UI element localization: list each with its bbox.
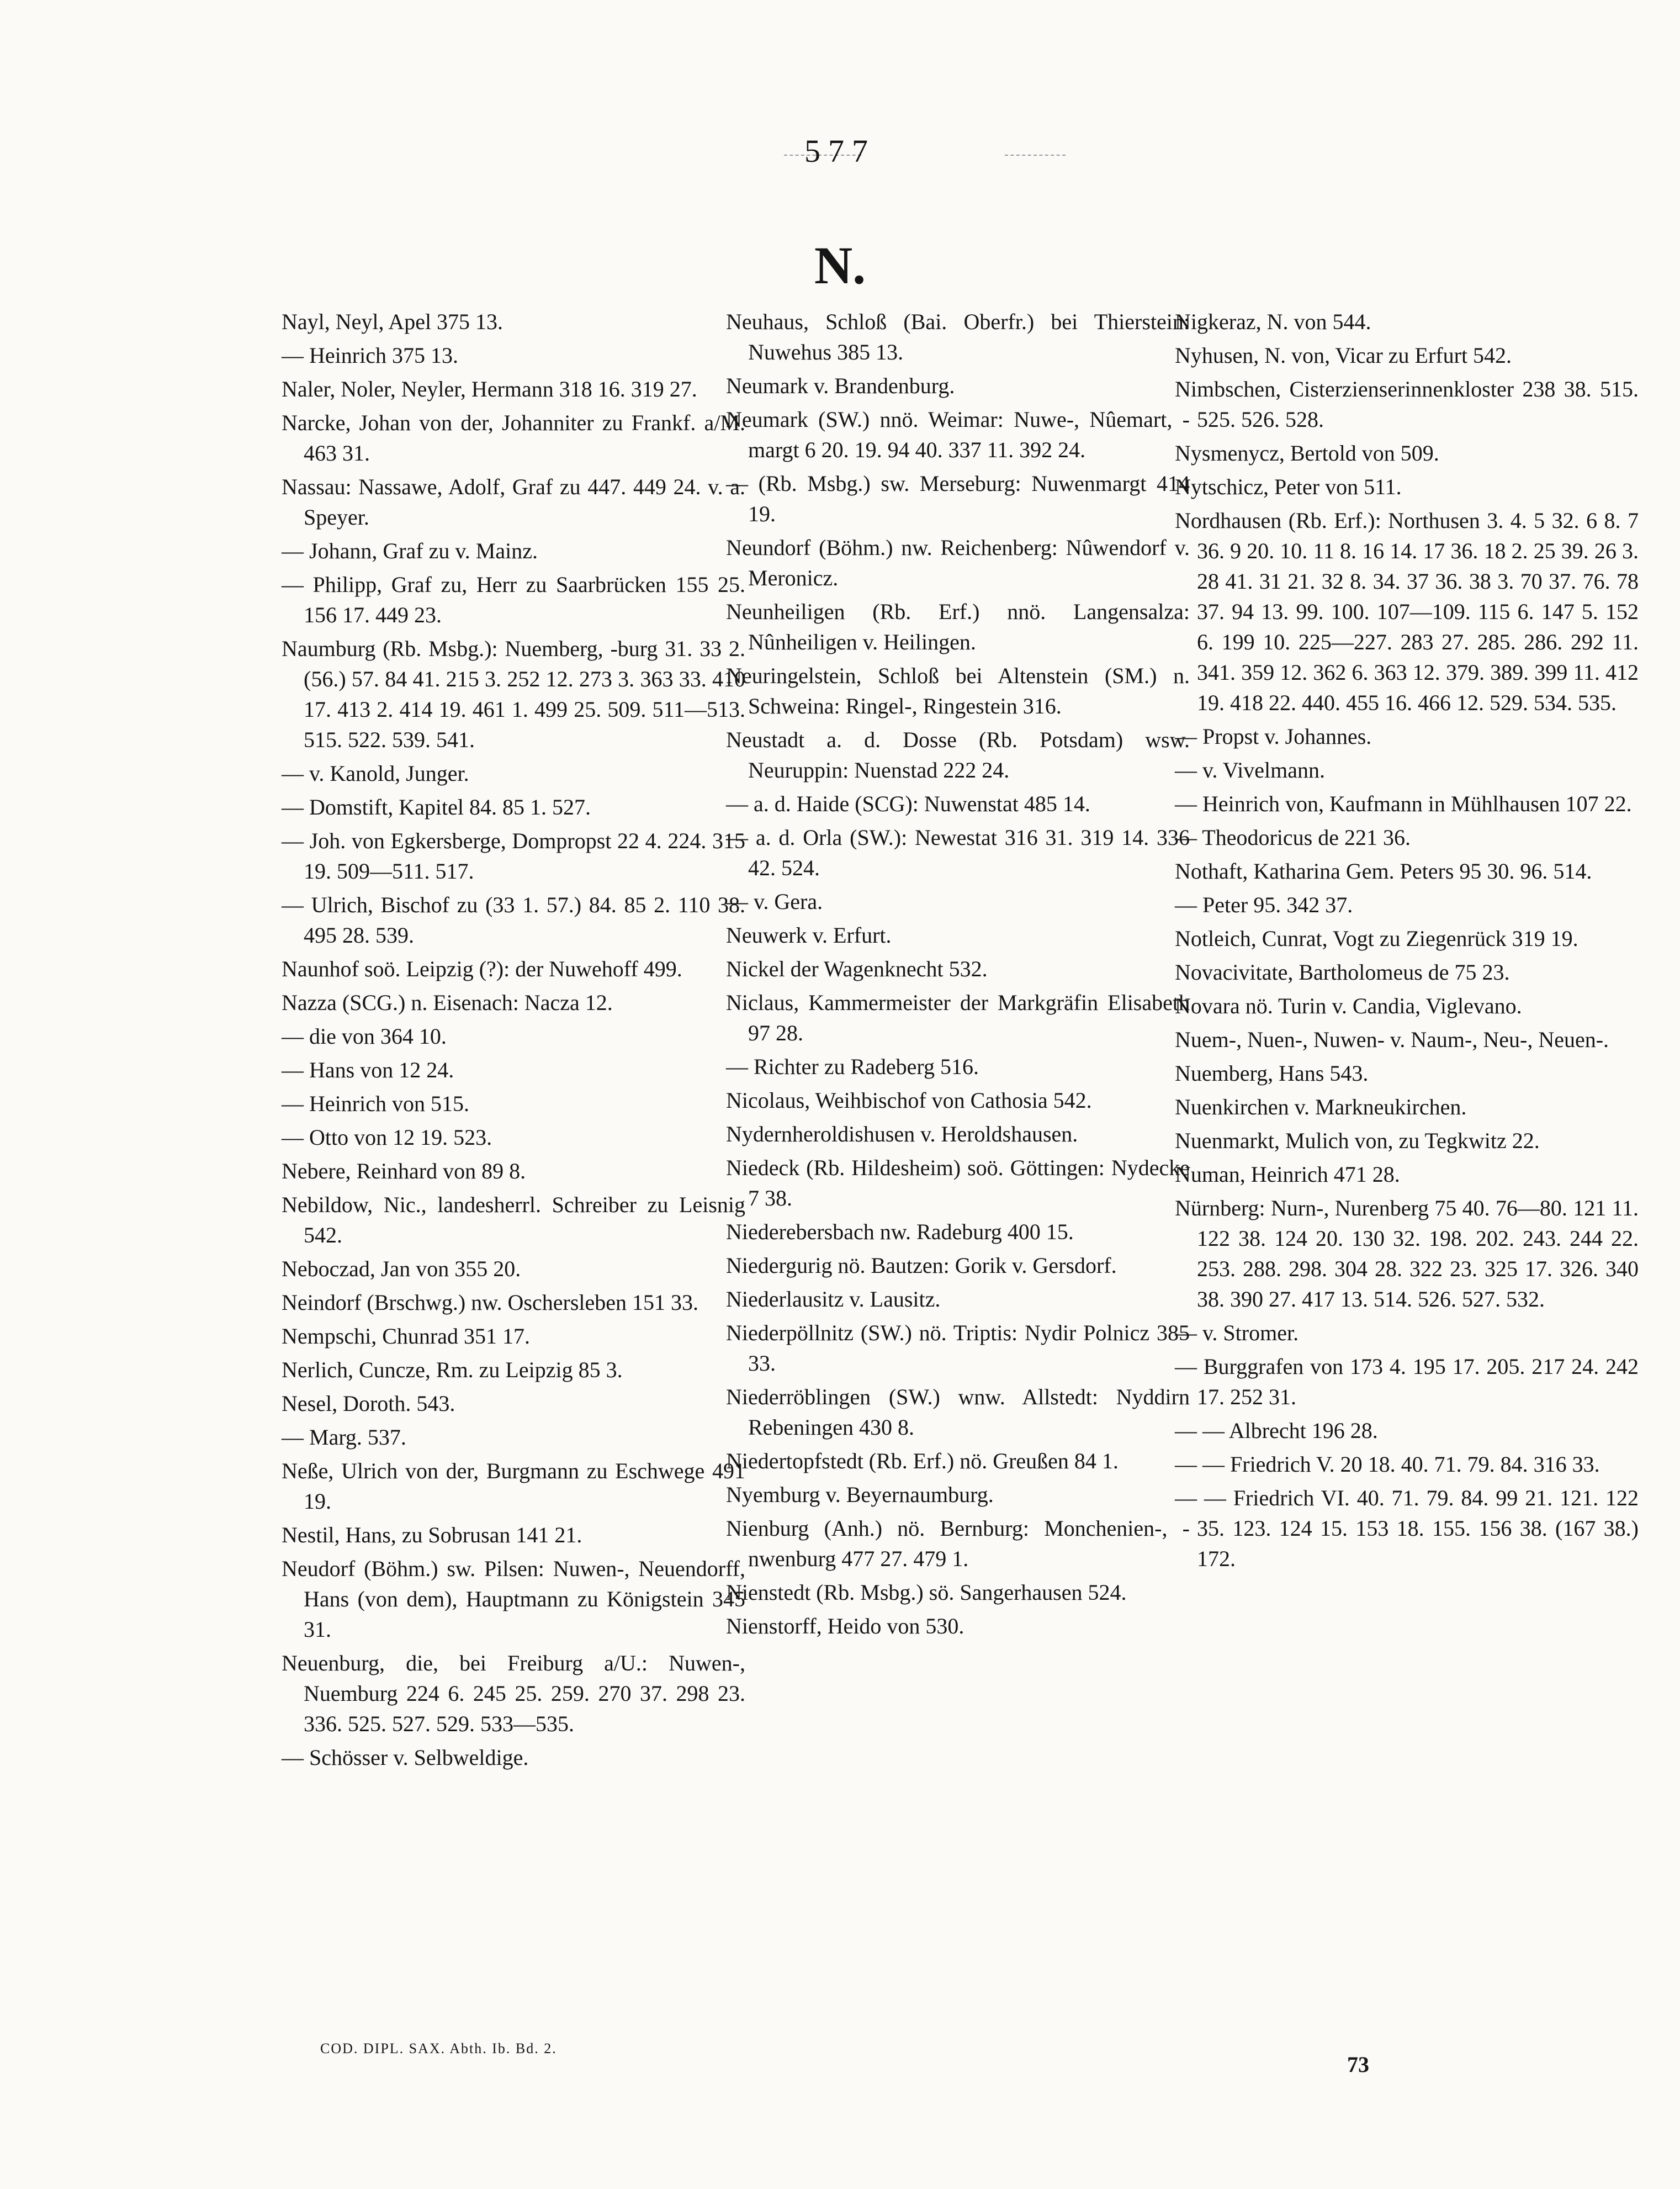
index-entry: — v. Stromer. xyxy=(1175,1320,1299,1345)
index-entry: Nothaft, Katharina Gem. Peters 95 30. 96. 514. xyxy=(1175,859,1592,884)
index-entry: Niederlausitz v. Lausitz. xyxy=(726,1287,941,1312)
index-entry: Neunheiligen (Rb. Erf.) nnö. Langensalza: Nûnheiligen v. Heilingen. xyxy=(726,599,1190,654)
index-entry: — Propst v. Johannes. xyxy=(1175,724,1372,749)
index-entry: Narcke, Johan von der, Johanniter zu Frankf. a/M. 463 31. xyxy=(282,410,745,466)
index-entry: — v. Kanold, Junger. xyxy=(282,761,469,786)
index-entry: Notleich, Cunrat, Vogt zu Ziegenrück 319 19. xyxy=(1175,926,1578,951)
index-entry: — (Rb. Msbg.) sw. Merseburg: Nuwenmargt 414 19. xyxy=(726,471,1190,526)
index-entry: Niedertopfstedt (Rb. Erf.) nö. Greußen 84 1. xyxy=(726,1448,1119,1473)
index-entry: Nytschicz, Peter von 511. xyxy=(1175,474,1402,499)
index-entry: Nürnberg: Nurn-, Nurenberg 75 40. 76—80. 121 11. 122 38. 124 20. 130 32. 198. 202. 243. 244 22. 253. 288. 298. 304 28. 322 23. 325 17. 326. 340 38. 390 27. 417 13. 514. 526. 527. 532. xyxy=(1175,1196,1639,1312)
index-entry: Nesel, Doroth. 543. xyxy=(282,1391,455,1416)
index-entry: — Marg. 537. xyxy=(282,1425,406,1450)
index-entry: — Peter 95. 342 37. xyxy=(1175,892,1353,917)
index-entry: Niederpöllnitz (SW.) nö. Triptis: Nydir Polnicz 385 33. xyxy=(726,1320,1190,1376)
index-entry: Nordhausen (Rb. Erf.): Northusen 3. 4. 5 32. 6 8. 7 36. 9 20. 10. 11 8. 16 14. 17 36. 18 2. 25 39. 26 3. 28 41. 31 21. 32 8. 34. 37 36. 38 3. 70 37. 76. 78 37. 94 13. 99. 100. 107—109. 115 6. 147 5. 152 6. 199 10. 225—227. 283 27. 285. 286. 292 11. 341. 359 12. 362 6. 363 12. 379. 389. 399 11. 412 19. 418 22. 440. 455 16. 466 12. 529. 534. 535. xyxy=(1175,508,1639,715)
index-entry: — Richter zu Radeberg 516. xyxy=(726,1054,979,1079)
footer-citation: COD. DIPL. SAX. Abth. Ib. Bd. 2. xyxy=(320,2040,557,2056)
index-entry: — Theodoricus de 221 36. xyxy=(1175,825,1411,850)
index-entry: Nuenkirchen v. Markneukirchen. xyxy=(1175,1094,1467,1119)
index-entry: Niedergurig nö. Bautzen: Gorik v. Gersdorf. xyxy=(726,1253,1117,1278)
index-column-3 xyxy=(1175,306,1639,1577)
index-entry: — Hans von 12 24. xyxy=(282,1058,454,1082)
index-entry: — Joh. von Egkersberge, Dompropst 22 4. 224. 315 19. 509—511. 517. xyxy=(282,828,745,884)
index-entry: Nebildow, Nic., landesherrl. Schreiber zu Leisnig 542. xyxy=(282,1192,745,1247)
index-entry: Nienstedt (Rb. Msbg.) sö. Sangerhausen 524. xyxy=(726,1580,1127,1605)
index-entry: Neumark v. Brandenburg. xyxy=(726,373,955,398)
index-entry: Naler, Noler, Neyler, Hermann 318 16. 319 27. xyxy=(282,377,697,401)
index-entry: — v. Vivelmann. xyxy=(1175,758,1326,782)
index-entry: Nuenmarkt, Mulich von, zu Tegkwitz 22. xyxy=(1175,1128,1540,1153)
index-entry: Neuwerk v. Erfurt. xyxy=(726,923,892,948)
index-entry: Nickel der Wagenknecht 532. xyxy=(726,956,988,981)
index-entry: Nerlich, Cuncze, Rm. zu Leipzig 85 3. xyxy=(282,1357,623,1382)
index-entry: — Johann, Graf zu v. Mainz. xyxy=(282,538,538,563)
index-entry: — Philipp, Graf zu, Herr zu Saarbrücken 155 25. 156 17. 449 23. xyxy=(282,572,745,627)
header-rule-right xyxy=(1005,155,1066,156)
index-entry: Nazza (SCG.) n. Eisenach: Nacza 12. xyxy=(282,990,613,1015)
index-entry: Naunhof soö. Leipzig (?): der Nuwehoff 499. xyxy=(282,956,682,981)
index-entry: Neuhaus, Schloß (Bai. Oberfr.) bei Thierstein: Nuwehus 385 13. xyxy=(726,309,1190,364)
index-entry: Novara nö. Turin v. Candia, Viglevano. xyxy=(1175,993,1522,1018)
index-entry: Nyhusen, N. von, Vicar zu Erfurt 542. xyxy=(1175,343,1512,368)
index-entry: — v. Gera. xyxy=(726,889,823,914)
index-entry: Numan, Heinrich 471 28. xyxy=(1175,1162,1400,1187)
index-entry: Novacivitate, Bartholomeus de 75 23. xyxy=(1175,960,1510,985)
index-entry: Nestil, Hans, zu Sobrusan 141 21. xyxy=(282,1522,582,1547)
index-entry: Neudorf (Böhm.) sw. Pilsen: Nuwen-, Neuendorff, Hans (von dem), Hauptmann zu Königstein 345 31. xyxy=(282,1556,745,1642)
index-entry: — Heinrich von, Kaufmann in Mühlhausen 107 22. xyxy=(1175,791,1632,816)
index-entry: — Burggrafen von 173 4. 195 17. 205. 217 24. 242 17. 252 31. xyxy=(1175,1354,1639,1409)
index-entry: Nempschi, Chunrad 351 17. xyxy=(282,1324,530,1349)
index-entry: Niclaus, Kammermeister der Markgräfin Elisabeth 97 28. xyxy=(726,990,1190,1045)
index-entry: — a. d. Haide (SCG): Nuwenstat 485 14. xyxy=(726,791,1090,816)
page-number: 577 xyxy=(804,133,876,169)
index-entry: Neße, Ulrich von der, Burgmann zu Eschwege 491 19. xyxy=(282,1458,745,1514)
index-entry: Nuemberg, Hans 543. xyxy=(1175,1061,1369,1086)
index-entry: — Otto von 12 19. 523. xyxy=(282,1125,492,1150)
index-entry: Neumark (SW.) nnö. Weimar: Nuwe-, Nûemart, -margt 6 20. 19. 94 40. 337 11. 392 24. xyxy=(726,407,1190,462)
index-entry: — Ulrich, Bischof zu (33 1. 57.) 84. 85 2. 110 38. 495 28. 539. xyxy=(282,892,745,948)
index-entry: Nimbschen, Cisterzienserinnenkloster 238 38. 515. 525. 526. 528. xyxy=(1175,377,1639,432)
index-entry: Nuem-, Nuen-, Nuwen- v. Naum-, Neu-, Neuen-. xyxy=(1175,1027,1609,1052)
index-entry: Nayl, Neyl, Apel 375 13. xyxy=(282,309,504,334)
index-entry: Nigkeraz, N. von 544. xyxy=(1175,309,1371,334)
index-entry: Nyemburg v. Beyernaumburg. xyxy=(726,1482,994,1507)
index-entry: — — Friedrich V. 20 18. 40. 71. 79. 84. 316 33. xyxy=(1175,1452,1600,1477)
index-entry: Nassau: Nassawe, Adolf, Graf zu 447. 449 24. v. a. Speyer. xyxy=(282,474,745,530)
index-entry: Nicolaus, Weihbischof von Cathosia 542. xyxy=(726,1088,1092,1113)
index-entry: Neuringelstein, Schloß bei Altenstein (SM.) n. Schweina: Ringel-, Ringestein 316. xyxy=(726,663,1190,718)
index-entry: Neustadt a. d. Dosse (Rb. Potsdam) wsw. Neuruppin: Nuenstad 222 24. xyxy=(726,727,1190,782)
signature-mark: 73 xyxy=(1347,2052,1369,2077)
index-entry: — die von 364 10. xyxy=(282,1024,447,1049)
index-entry: Niedeck (Rb. Hildesheim) soö. Göttingen: Nydecke 7 38. xyxy=(726,1155,1190,1210)
index-entry: Nebere, Reinhard von 89 8. xyxy=(282,1159,526,1183)
index-entry: — — Friedrich VI. 40. 71. 79. 84. 99 21. 121. 122 35. 123. 124 15. 153 18. 155. 156 38. (167 38.) 172. xyxy=(1175,1485,1639,1571)
index-column-2 xyxy=(726,306,1190,1645)
index-entry: Nysmenycz, Bertold von 509. xyxy=(1175,441,1439,466)
index-entry: Nienstorff, Heido von 530. xyxy=(726,1614,964,1638)
section-letter: N. xyxy=(814,236,866,295)
index-entry: Nydernheroldishusen v. Heroldshausen. xyxy=(726,1122,1078,1146)
index-entry: Niederebersbach nw. Radeburg 400 15. xyxy=(726,1219,1074,1244)
index-entry: Neundorf (Böhm.) nw. Reichenberg: Nûwendorf v. Meronicz. xyxy=(726,535,1190,590)
index-entry: Neuenburg, die, bei Freiburg a/U.: Nuwen-, Nuemburg 224 6. 245 25. 259. 270 37. 298 23. 336. 525. 527. 529. 533—535. xyxy=(282,1651,745,1736)
index-entry: Nienburg (Anh.) nö. Bernburg: Monchenien-, -nwenburg 477 27. 479 1. xyxy=(726,1516,1190,1571)
index-entry: — — Albrecht 196 28. xyxy=(1175,1418,1378,1443)
index-entry: Niederröblingen (SW.) wnw. Allstedt: Nyddirn Rebeningen 430 8. xyxy=(726,1384,1190,1440)
index-entry: Neindorf (Brschwg.) nw. Oschersleben 151 33. xyxy=(282,1290,698,1315)
index-entry: — a. d. Orla (SW.): Newestat 316 31. 319 14. 336 42. 524. xyxy=(726,825,1190,880)
index-entry: — Schösser v. Selbweldige. xyxy=(282,1745,529,1770)
index-column-1 xyxy=(282,306,745,1776)
index-entry: Neboczad, Jan von 355 20. xyxy=(282,1256,521,1281)
index-entry: Naumburg (Rb. Msbg.): Nuemberg, -burg 31. 33 2. (56.) 57. 84 41. 215 3. 252 12. 273 3. 363 33. 410 17. 413 2. 414 19. 461 1. 499 25. 509. 511—513. 515. 522. 539. 541. xyxy=(282,636,745,752)
index-entry: — Heinrich von 515. xyxy=(282,1091,469,1116)
index-entry: — Heinrich 375 13. xyxy=(282,343,458,368)
index-entry: — Domstift, Kapitel 84. 85 1. 527. xyxy=(282,795,591,819)
